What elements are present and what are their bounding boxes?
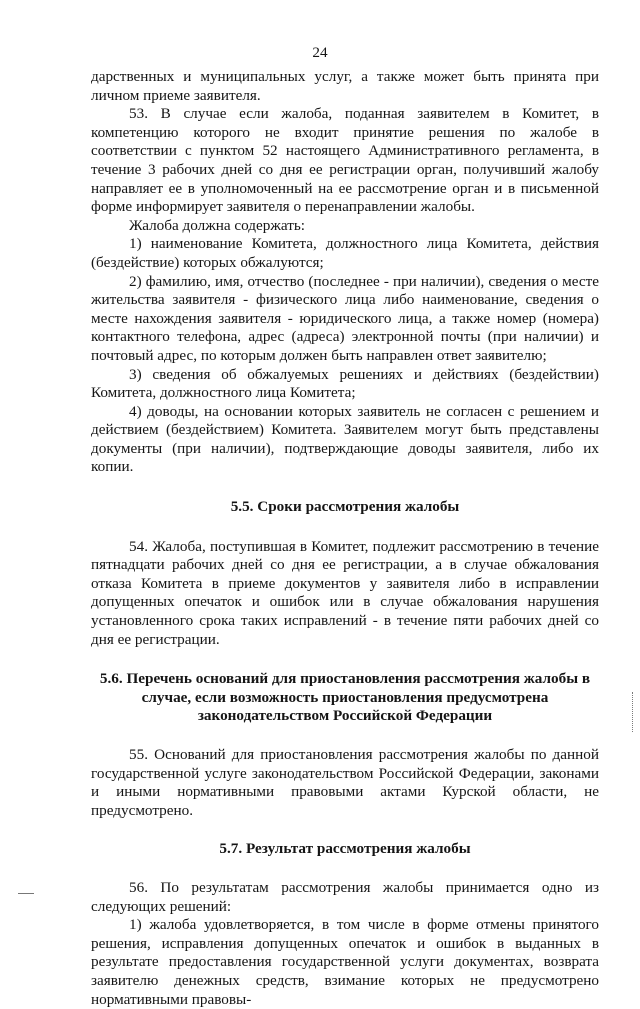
complaint-item-1: 1) наименование Комитета, должностного лица Комитета, действия (бездействие) которых обжалуются;	[91, 235, 599, 271]
section-heading-5-7: 5.7. Результат рассмотрения жалобы	[219, 840, 471, 858]
paragraph-54: 54. Жалоба, поступившая в Комитет, подлежит рассмотрению в течение пятнадцати рабочих дней со дня ее регистрации, а в случае обжалования отказа Комитета в приеме документов у заявителя либо в исправлении допущенных опечаток и ошибок или в случае обжалования нарушения установленного срока таких исправлений - в течение пяти рабочих дней со дня ее регистрации.	[91, 537, 599, 648]
complaint-contents-intro: Жалоба должна содержать:	[129, 216, 305, 234]
complaint-item-4: 4) доводы, на основании которых заявитель не согласен с решением и действием (бездействием) Комитета. Заявителем могут быть представлены документы (при наличии), подтверждающие доводы заявителя, либо их копии.	[91, 402, 599, 476]
complaint-item-2: 2) фамилию, имя, отчество (последнее - при наличии), сведения о месте жительства заявителя - физического лица либо наименование, сведения о месте нахождения заявителя - юридического лица, а также номер (номера) контактного телефона, адрес (адреса) электронной почты (при наличии) и почтовый адрес, по которым должен быть направлен ответ заявителю;	[91, 272, 599, 364]
scan-corner-mark	[18, 893, 34, 894]
complaint-item-3: 3) сведения об обжалуемых решениях и действиях (бездействии) Комитета, должностного лица Комитета;	[91, 365, 599, 402]
paragraph-continuation: дарственных и муниципальных услуг, а также может быть принята при личном приеме заявителя.	[91, 68, 599, 104]
paragraph-53: 53. В случае если жалоба, поданная заявителем в Комитет, в компетенцию которого не входит принятие решения по жалобе в соответствии с пунктом 52 настоящего Административного регламента, в течение 3 рабочих дней со дня ее регистрации орган, получивший жалобу направляет ее в уполномоченный на ее рассмотрение орган и в письменной форме информирует заявителя о перенаправлении жалобы.	[91, 105, 599, 216]
section-heading-5-6: 5.6. Перечень оснований для приостановления рассмотрения жалобы в случае, если возможность приостановления предусмотрена законодательством Российской Федерации	[99, 670, 591, 725]
paragraph-56: 56. По результатам рассмотрения жалобы принимается одно из следующих решений:	[91, 878, 599, 915]
page-content	[91, 68, 599, 1009]
scan-edge-mark	[632, 692, 636, 732]
paragraph-55: 55. Оснований для приостановления рассмотрения жалобы по данной государственной услуге законодательством Российской Федерации, законами и иными нормативными правовыми актами Курской области, не предусмотрено.	[91, 746, 599, 819]
section-heading-5-5: 5.5. Сроки рассмотрения жалобы	[230, 498, 460, 516]
result-item-1: 1) жалоба удовлетворяется, в том числе в форме отмены принятого решения, исправления допущенных опечаток и ошибок в выданных в результате предоставления государственной услуги документах, возврата заявителю денежных средств, взимание которых не предусмотрено нормативными правовы-	[91, 916, 599, 1008]
page-number: 24	[312, 44, 328, 61]
